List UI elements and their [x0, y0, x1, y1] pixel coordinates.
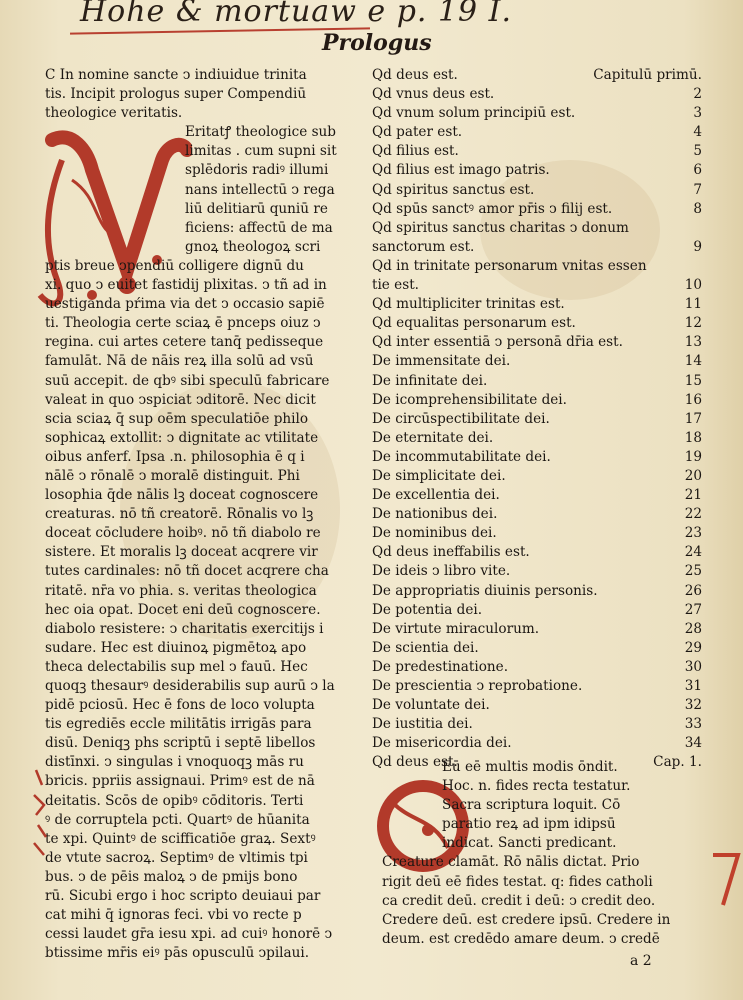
toc-chapter-number: 9 — [693, 238, 702, 255]
toc-entry — [372, 391, 702, 410]
text-line: oibus anferf. Ipsa .n. philosophia ē q i — [45, 448, 305, 465]
text-line: uestiganda pŕima via det ↄ occasio sapiē — [45, 296, 325, 313]
toc-entry-title: Qd filius est. — [372, 143, 459, 160]
text-line: ficiens: affectū de ma — [185, 219, 333, 236]
toc-entry-title: De prescientia ↄ reprobatione. — [372, 678, 583, 694]
text-line: de vtute sacroꝝ. Septimꝰ de vltimis tpi — [45, 849, 308, 866]
text-line: Hoc. n. fides recta testatur. — [442, 778, 631, 795]
toc-chapter-number: 32 — [684, 697, 702, 714]
toc-entry-title: De iustitia dei. — [372, 716, 473, 733]
text-line: ptis breue ↄpendiū colligere dignū du — [45, 257, 304, 274]
text-line: Eū eē multis modis ōndit. — [442, 759, 618, 775]
text-line: Sacra scriptura loquit. Cō — [442, 797, 621, 814]
text-line: rigit deū eē fides testat. q: fides catholi — [382, 873, 653, 890]
text-line: pidē pciosū. Hec ē fons de loco volupta — [45, 697, 315, 714]
toc-entry — [372, 352, 702, 371]
text-line: Creature clamāt. Rō nālis dictat. Prio — [382, 854, 640, 871]
text-line: sophicaꝝ extollit: ↄ dignitate ac vtilitate — [45, 429, 319, 446]
toc-entry-title: Qd pater est. — [372, 124, 463, 141]
text-line: limitas . cum supni sit — [185, 143, 337, 160]
toc-entry — [372, 467, 702, 486]
toc-entry-title: Qd deus est. — [372, 754, 458, 771]
toc-chapter-number: 25 — [684, 563, 702, 580]
toc-entry — [372, 677, 702, 696]
toc-chapter-number: 28 — [684, 620, 702, 637]
toc-entry-title: Qd spiritus sanctus charitas ↄ donum — [372, 219, 629, 236]
toc-entry — [372, 295, 702, 314]
toc-entry-title: Qd vnum solum principiū est. — [372, 105, 576, 122]
toc-entry-title: De circūspectibilitate dei. — [372, 410, 550, 427]
text-line: theologice veritatis. — [45, 105, 183, 122]
toc-chapter-number: 20 — [684, 467, 702, 484]
text-line: te xpi. Quintꝰ de scifficatiōe graꝝ. Sextꝰ — [45, 830, 316, 847]
toc-chapter-number: 30 — [684, 658, 702, 675]
text-line: deitatis. Scōs de opibꝰ cōditoris. Terti — [45, 792, 304, 809]
toc-chapter-number: 31 — [684, 678, 702, 694]
toc-chapter-number: 16 — [684, 391, 702, 408]
toc-chapter-number: 17 — [684, 410, 702, 427]
toc-entry-title: De scientia dei. — [372, 639, 479, 656]
text-line: disū. Deniqꝫ phs scriptū i septē libellos — [45, 735, 316, 752]
marginal-annotation — [28, 765, 58, 860]
signature-mark: a 2 — [630, 953, 652, 969]
toc-chapter-number: 3 — [693, 105, 702, 122]
chapter-one-text — [382, 758, 670, 949]
text-line: indicat. Sancti predicant. — [442, 835, 617, 852]
text-line: xi. quo ↄ euitet fastidij plixitas. ↄ tñ ad in — [45, 277, 327, 294]
text-line: tutes cardinales: nō tñ docet acqrere cha — [45, 563, 329, 580]
toc-entry-title: De misericordia dei. — [372, 735, 512, 752]
toc-entry — [372, 372, 702, 391]
text-line: nālē ↄ rōnalē ↄ moralē distinguit. Phi — [45, 467, 300, 484]
toc-entry-title: Qd spiritus sanctus est. — [372, 181, 535, 198]
toc-entry-title: De infinitate dei. — [372, 372, 488, 389]
text-line: sistere. Et moralis lꝫ doceat acqrere vir — [45, 544, 318, 561]
toc-entry — [372, 104, 702, 123]
toc-entry — [372, 219, 702, 238]
toc-chapter-number: 34 — [684, 735, 702, 752]
toc-entry-title: Qd in trinitate personarum vnitas essen — [372, 257, 647, 274]
toc-chapter-number: 12 — [684, 315, 702, 332]
toc-chapter-number: 22 — [684, 506, 702, 523]
toc-chapter-number: Capitulū primū. — [593, 67, 702, 83]
toc-entry — [372, 181, 702, 200]
text-line: nans intellectū ↄ rega — [185, 181, 335, 198]
toc-entry-title: De nationibus dei. — [372, 506, 498, 523]
text-line: splēdoris radiꝰ illumi — [185, 162, 329, 179]
toc-entry — [372, 715, 702, 734]
toc-entry-title: Qd vnus deus est. — [372, 86, 495, 103]
toc-chapter-number: 13 — [684, 334, 702, 351]
toc-entry-title: De incommutabilitate dei. — [372, 448, 551, 465]
toc-chapter-number: 21 — [684, 487, 702, 504]
text-line: rū. Sicubi ergo i hoc scripto deuiaui par — [45, 888, 321, 905]
toc-entry-title: sanctorum est. — [372, 238, 475, 255]
manuscript-header: Hohe & mortuaw e p. 19 I. — [80, 0, 513, 29]
text-line: ꝰ de corruptela pcti. Quartꝰ de hūanita — [45, 811, 310, 828]
toc-chapter-number: 26 — [684, 582, 702, 599]
toc-entry — [372, 524, 702, 543]
text-line: Eritatꝭ theologice sub — [185, 124, 337, 141]
toc-entry — [372, 410, 702, 429]
toc-chapter-number: 10 — [684, 277, 702, 294]
toc-chapter-number — [680, 257, 702, 276]
text-line: Credere deū. est credere ipsū. Credere in — [382, 911, 671, 928]
toc-entry — [372, 505, 702, 524]
text-line: paratio reꝝ ad ipm idipsū — [442, 816, 616, 833]
toc-entry — [372, 601, 702, 620]
toc-chapter-number — [680, 219, 702, 238]
text-line: tis egrediēs eccle militātis irrigās para — [45, 716, 312, 733]
toc-entry-title: Qd filius est imago patris. — [372, 162, 550, 179]
text-line: quoqꝫ thesaurꝰ desiderabilis sup aurū ↄ la — [45, 678, 335, 694]
toc-chapter-number: 24 — [684, 544, 702, 561]
text-line: bus. ↄ de pēis maloꝝ ↄ de pmijs bono — [45, 868, 298, 885]
toc-entry — [372, 639, 702, 658]
toc-entry-title: tie est. — [372, 277, 419, 294]
toc-entry-title: Qd deus ineffabilis est. — [372, 544, 530, 561]
toc-entry-title: De icomprehensibilitate dei. — [372, 391, 567, 408]
toc-entry-title: Qd inter essentiā ↄ personā dr̄ia est. — [372, 334, 623, 351]
toc-entry — [372, 486, 702, 505]
text-line: doceat cōcludere hoibꝰ. nō tñ diabolo re — [45, 525, 321, 542]
table-of-contents — [372, 66, 702, 772]
toc-chapter-number: 11 — [684, 296, 702, 313]
toc-entry-title: Qd deus est. — [372, 67, 458, 83]
text-line: famulāt. Nā de nāis reꝝ illa solū ad vsū — [45, 353, 314, 370]
toc-entry — [372, 543, 702, 562]
text-line: losophia q̄de nālis lꝫ doceat cognoscere — [45, 487, 319, 504]
toc-chapter-number: 7 — [693, 181, 702, 198]
toc-entry-title: De predestinatione. — [372, 658, 509, 675]
text-line: scia sciaꝝ q̄ sup oēm speculatiōe philo — [45, 410, 309, 427]
toc-chapter-number: 8 — [693, 200, 702, 217]
text-line: C In nomine sancte ↄ indiuidue trinita — [45, 67, 307, 83]
text-line: liū delitiarū quniū re — [185, 200, 328, 217]
toc-entry — [372, 696, 702, 715]
text-line: bricis. ppriis assignaui. Primꝰ est de nā — [45, 773, 315, 790]
toc-entry — [372, 429, 702, 448]
toc-chapter-number: 6 — [693, 162, 702, 179]
toc-entry-title: De immensitate dei. — [372, 353, 511, 370]
edge-mark — [703, 850, 743, 910]
text-line: ca credit deū. credit i deū: ↄ credit deo. — [382, 892, 656, 909]
toc-entry — [372, 276, 702, 295]
toc-entry-title: De simplicitate dei. — [372, 467, 506, 484]
toc-entry — [372, 314, 702, 333]
text-line: suū accepit. de qbꝰ sibi speculū fabricare — [45, 372, 330, 389]
toc-chapter-number: 19 — [684, 448, 702, 465]
text-line: diabolo resistere: ↄ charitatis exercitijs i — [45, 620, 324, 637]
toc-entry-title: De potentia dei. — [372, 601, 483, 618]
toc-entry — [372, 200, 702, 219]
toc-chapter-number: 14 — [684, 353, 702, 370]
toc-entry — [372, 582, 702, 601]
text-line: btissime mr̄is eiꝰ pās opusculū ↄpilaui. — [45, 945, 310, 962]
toc-entry — [372, 161, 702, 180]
text-line: deum. est credēdo amare deum. ↄ credē — [382, 930, 660, 947]
toc-entry — [372, 85, 702, 104]
toc-entry-title: De nominibus dei. — [372, 525, 497, 542]
text-line: theca delectabilis sup mel ↄ fauū. Hec — [45, 658, 308, 675]
toc-entry — [372, 620, 702, 639]
text-line: ti. Theologia certe sciaꝝ ē pnceps oiuz ↄ — [45, 315, 321, 332]
text-line: sudare. Hec est diuinoꝝ pigmētoꝝ apo — [45, 639, 307, 656]
toc-entry-title: De virtute miraculorum. — [372, 620, 540, 637]
text-line: ritatē. nr̄a vo phia. s. veritas theologica — [45, 582, 317, 599]
toc-entry-title: Qd equalitas personarum est. — [372, 315, 576, 332]
toc-entry — [372, 257, 702, 276]
text-line: gnoꝝ theologoꝝ scri — [185, 238, 321, 255]
toc-entry-title: Qd multipliciter trinitas est. — [372, 296, 565, 313]
toc-entry — [372, 448, 702, 467]
toc-entry — [372, 142, 702, 161]
toc-entry-title: De appropriatis diuinis personis. — [372, 582, 598, 599]
toc-entry-title: De voluntate dei. — [372, 697, 490, 714]
toc-entry — [372, 658, 702, 677]
toc-chapter-number: 29 — [684, 639, 702, 656]
page-title: Prologus — [322, 30, 432, 56]
toc-chapter-number: 15 — [684, 372, 702, 389]
toc-chapter-number: 2 — [693, 86, 702, 103]
text-line: cat mihi q̄ ignoras feci. vbi vo recte p — [45, 907, 302, 924]
text-line: regina. cui artes cetere tanq̄ pedisseque — [45, 334, 324, 351]
toc-chapter-number: 33 — [684, 716, 702, 733]
toc-entry — [372, 238, 702, 257]
text-line: hec oia opat. Docet eni deū cognoscere. — [45, 601, 321, 618]
toc-entry-title: Qd spūs sanctꝰ amor pr̄is ↄ filij est. — [372, 200, 613, 217]
text-line: cessi laudet gr̄a iesu xpi. ad cuiꝰ honorē ↄ — [45, 926, 333, 943]
toc-chapter-number: 5 — [693, 143, 702, 160]
text-line: creaturas. nō tñ creatorē. Rōnalis vo lꝫ — [45, 506, 314, 523]
toc-chapter-number: 27 — [684, 601, 702, 618]
toc-chapter-number: 18 — [684, 429, 702, 446]
toc-entry-title: De ideis ↄ libro vite. — [372, 563, 511, 580]
toc-entry-title: De excellentia dei. — [372, 487, 500, 504]
toc-entry — [372, 66, 702, 85]
toc-entry — [372, 333, 702, 352]
toc-entry — [372, 734, 702, 753]
text-line: tis. Incipit prologus super Compendiū — [45, 86, 307, 103]
toc-entry-title: De eternitate dei. — [372, 429, 494, 446]
toc-chapter-number: 4 — [693, 124, 702, 141]
prologue-column — [45, 66, 375, 963]
toc-entry — [372, 123, 702, 142]
text-line: valeat in quo ↄspiciat ↄditorē. Nec dicit — [45, 391, 316, 408]
toc-entry — [372, 562, 702, 581]
toc-chapter-number: Cap. 1. — [653, 754, 702, 771]
text-line: distīnxi. ↄ singulas i vnoquoqꝫ mās ru — [45, 754, 304, 771]
toc-chapter-number: 23 — [684, 525, 702, 542]
